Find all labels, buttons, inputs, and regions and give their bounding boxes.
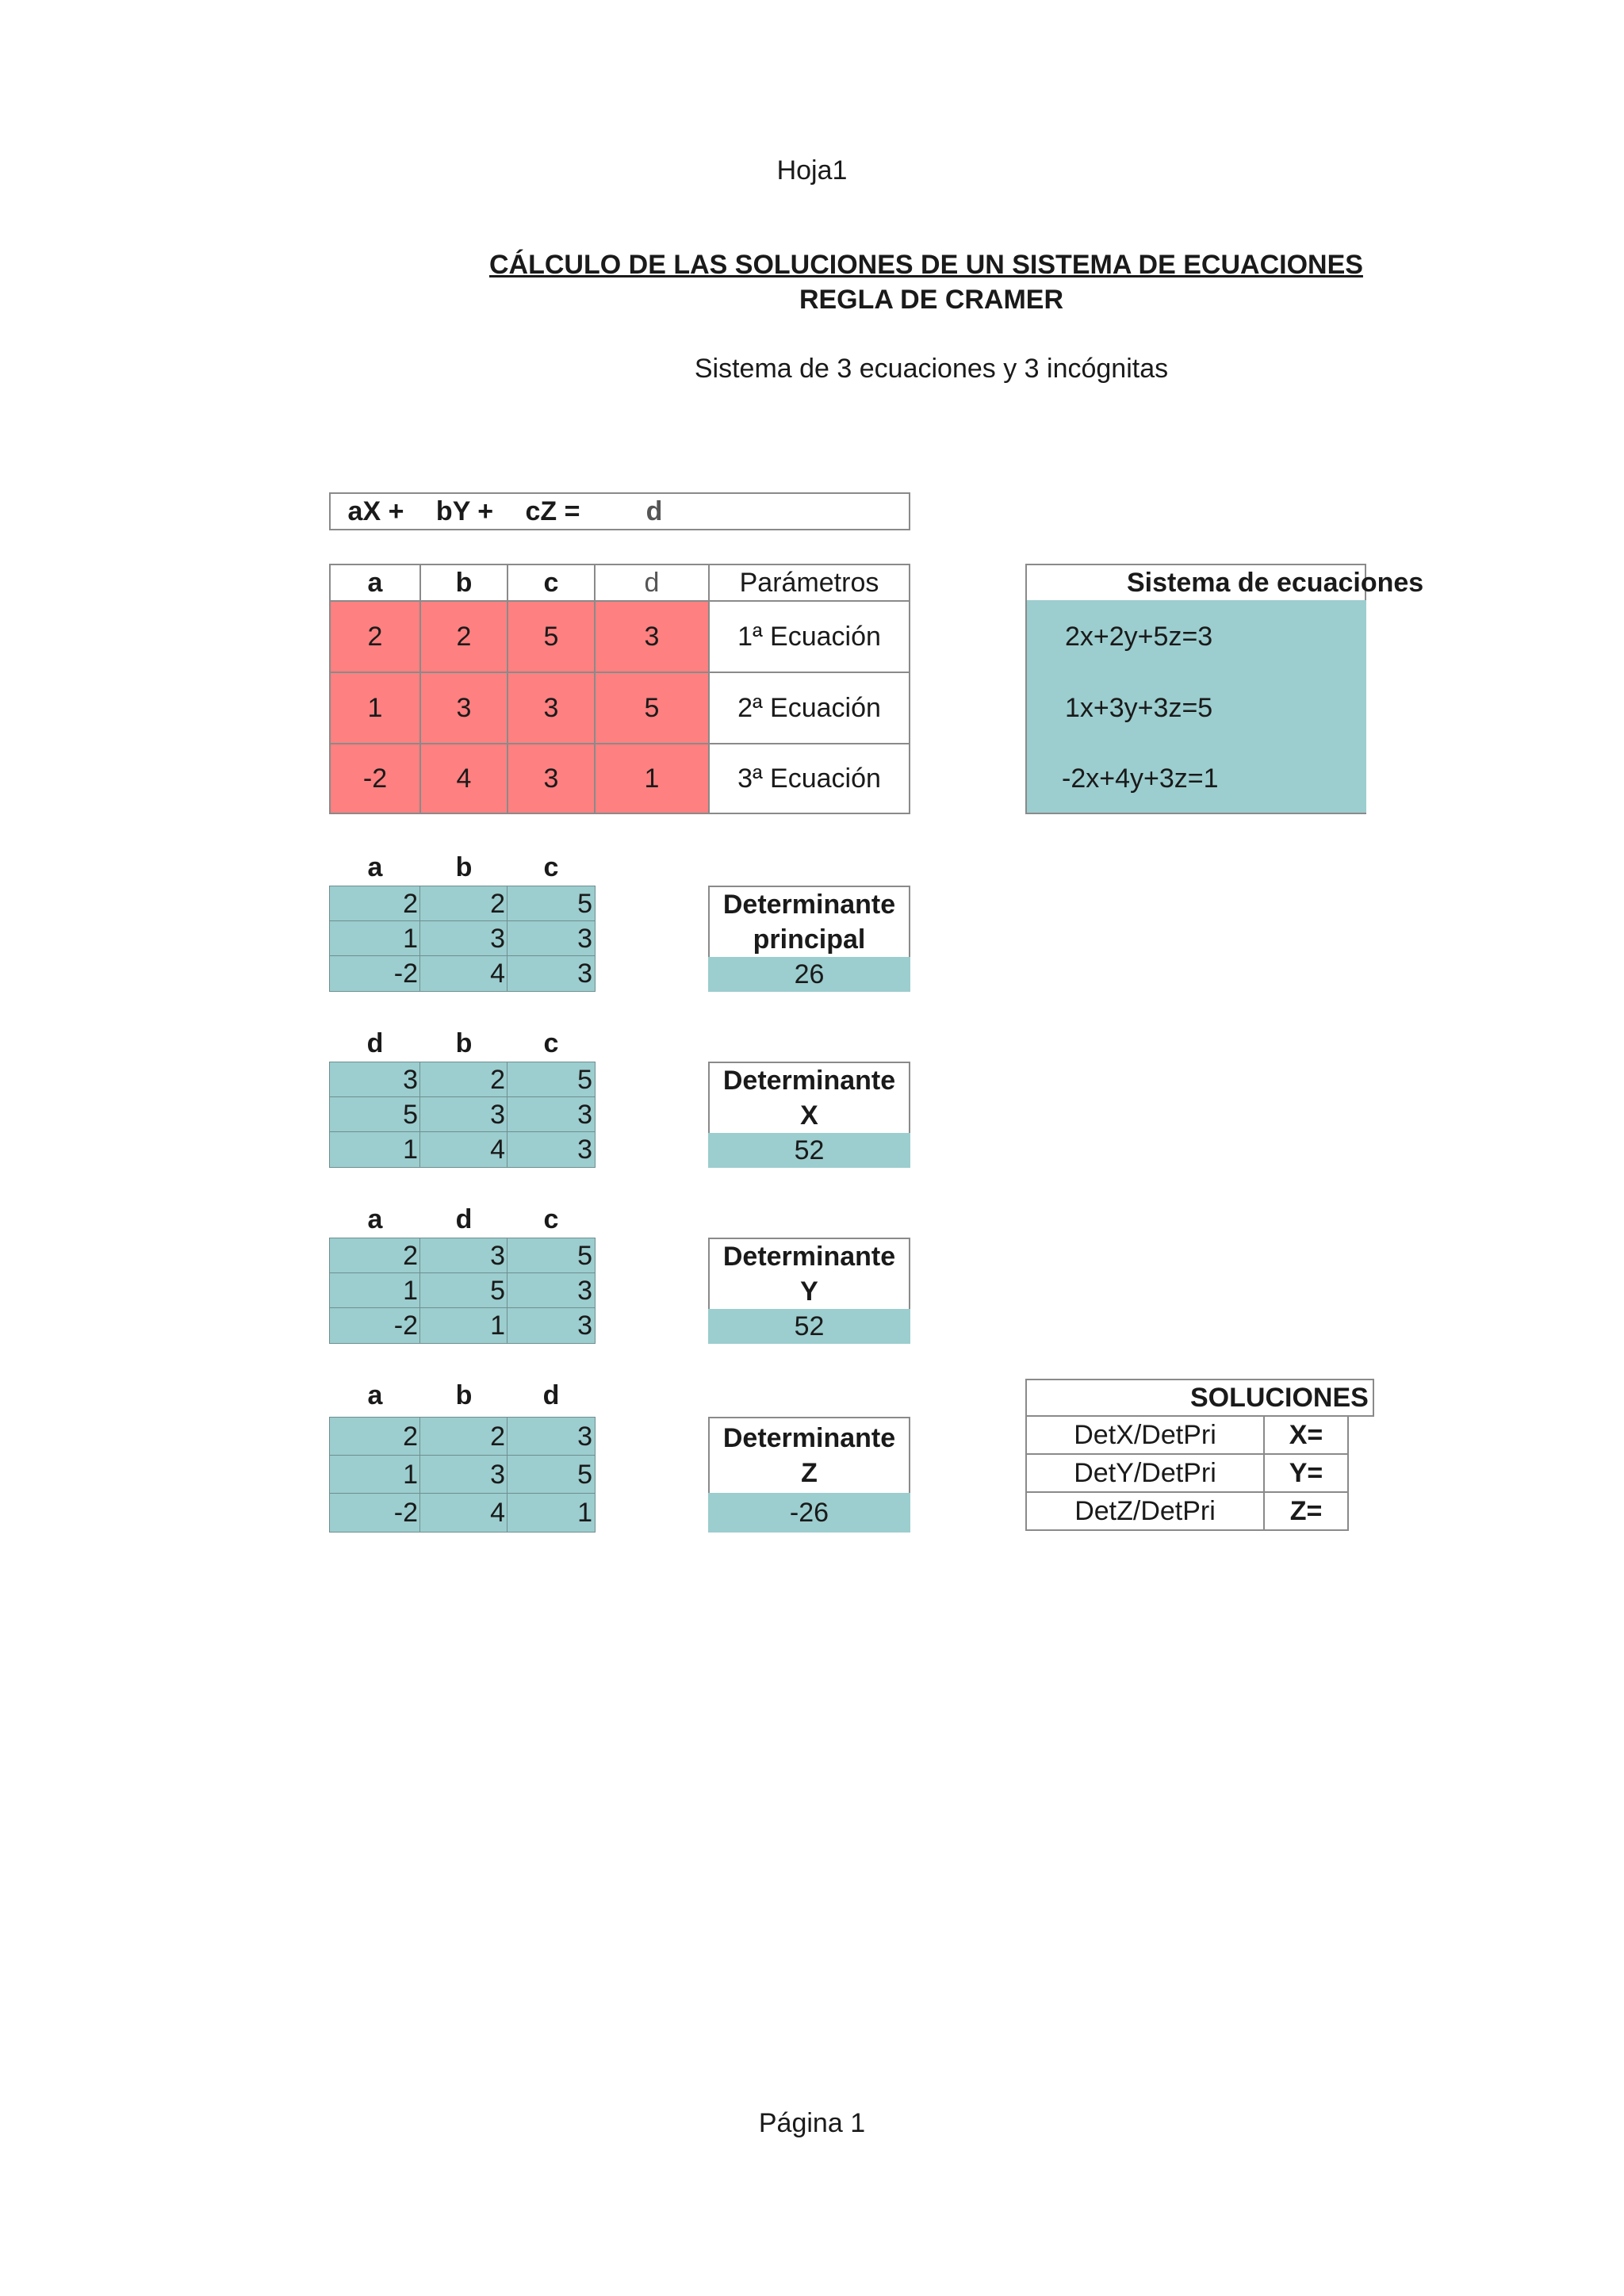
- matrix-cell: 3: [329, 1062, 421, 1097]
- system-header: [1025, 564, 1424, 602]
- matrix-header: d: [542, 1380, 560, 1410]
- matrix-cell: 5: [507, 1238, 596, 1273]
- matrix-cell: 4: [419, 955, 508, 992]
- matrix-cell: 2: [329, 886, 421, 921]
- param-cell: 3: [507, 743, 596, 814]
- page-title: CÁLCULO DE LAS SOLUCIONES DE UN SISTEMA DE ECUACIONES: [489, 250, 1363, 280]
- determinant-label-line1: Determinante: [722, 1066, 896, 1096]
- param-cell: 2: [329, 600, 421, 673]
- determinant-label-line1: Determinante: [722, 1423, 896, 1453]
- matrix-header: a: [367, 1203, 383, 1234]
- page-number: Página 1: [758, 2108, 866, 2138]
- param-cell: 3: [507, 672, 596, 744]
- matrix-cell: 2: [419, 886, 508, 921]
- param-cell: 1: [329, 672, 421, 744]
- matrix-header: b: [455, 1380, 473, 1410]
- param-header-c: c: [507, 564, 596, 602]
- param-cell: 1: [594, 743, 710, 814]
- matrix-cell: 5: [329, 1096, 421, 1132]
- determinant-label-line2: Y: [800, 1276, 818, 1307]
- system-header-text: Sistema de ecuaciones: [1127, 567, 1424, 598]
- determinant-value: 52: [708, 1309, 910, 1344]
- solutions-header-text: SOLUCIONES: [1190, 1382, 1369, 1413]
- matrix-header: d: [455, 1203, 473, 1234]
- matrix-header: a: [367, 851, 383, 882]
- determinant-value: 52: [708, 1133, 910, 1168]
- equation-2: 1x+3y+3z=5: [1065, 692, 1213, 723]
- determinant-label: [708, 1062, 910, 1135]
- system-description: Sistema de 3 ecuaciones y 3 incógnitas: [694, 354, 1169, 384]
- parameters-table: [329, 564, 910, 814]
- determinant-label: [708, 886, 910, 959]
- determinant-label: [708, 1417, 910, 1494]
- matrix-header: d: [366, 1027, 384, 1058]
- matrix-cell: 3: [419, 920, 508, 956]
- param-row-label: 2ª Ecuación: [708, 672, 910, 744]
- matrix-cell: 3: [507, 1131, 596, 1168]
- param-cell: 3: [594, 600, 710, 673]
- page-subtitle-method: REGLA DE CRAMER: [799, 285, 1064, 315]
- param-cell: 5: [507, 600, 596, 673]
- solution-var: X=: [1263, 1415, 1349, 1455]
- matrix-header: c: [543, 1203, 559, 1234]
- matrix-cell: 1: [507, 1493, 596, 1533]
- matrix-cell: 3: [507, 1096, 596, 1132]
- matrix-cell: -2: [329, 1493, 421, 1533]
- matrix-cell: 3: [507, 920, 596, 956]
- determinant-label-line2: X: [800, 1100, 818, 1131]
- matrix-header: b: [455, 1027, 473, 1058]
- determinant-label-line1: Determinante: [722, 1242, 896, 1272]
- param-header-a: a: [329, 564, 421, 602]
- matrix-cell: 3: [507, 1272, 596, 1308]
- determinant-label: [708, 1238, 910, 1311]
- matrix-header: c: [543, 851, 559, 882]
- matrix-header: b: [455, 851, 473, 882]
- matrix-cell: 1: [329, 1272, 421, 1308]
- matrix-cell: -2: [329, 1307, 421, 1344]
- param-cell: 3: [419, 672, 508, 744]
- matrix-cell: 2: [419, 1062, 508, 1097]
- matrix-cell: 1: [329, 920, 421, 956]
- matrix-cell: 3: [419, 1455, 508, 1494]
- determinant-x-block: [329, 1027, 910, 1169]
- matrix-header: c: [543, 1027, 559, 1058]
- system-table: [1025, 564, 1424, 814]
- determinant-label-line2: principal: [753, 924, 866, 955]
- matrix-cell: 4: [419, 1493, 508, 1533]
- matrix-cell: 5: [507, 1455, 596, 1494]
- matrix-cell: 1: [329, 1131, 421, 1168]
- determinant-z-block: [329, 1379, 910, 1534]
- matrix-cell: 3: [507, 1417, 596, 1456]
- solution-formula: DetY/DetPri: [1025, 1453, 1265, 1493]
- determinant-label-line2: Z: [801, 1458, 818, 1488]
- solutions-header: [1025, 1379, 1374, 1417]
- param-row-label: 1ª Ecuación: [708, 600, 910, 673]
- matrix-cell: 3: [419, 1238, 508, 1273]
- equation-3: -2x+4y+3z=1: [1062, 763, 1219, 794]
- formula-term-c: cZ =: [525, 496, 580, 526]
- matrix-cell: 2: [329, 1238, 421, 1273]
- param-row-label: 3ª Ecuación: [708, 743, 910, 814]
- matrix-cell: 4: [419, 1131, 508, 1168]
- param-header-b: b: [419, 564, 508, 602]
- matrix-cell: 5: [419, 1272, 508, 1308]
- matrix-cell: 5: [507, 1062, 596, 1097]
- solution-var: Y=: [1263, 1453, 1349, 1493]
- solution-formula: DetZ/DetPri: [1025, 1491, 1265, 1531]
- matrix-cell: 2: [329, 1417, 421, 1456]
- matrix-header: a: [367, 1380, 383, 1410]
- solution-var: Z=: [1263, 1491, 1349, 1531]
- sheet-name: Hoja1: [776, 155, 848, 186]
- equation-1: 2x+2y+5z=3: [1065, 621, 1213, 652]
- matrix-cell: -2: [329, 955, 421, 992]
- param-cell: 2: [419, 600, 508, 673]
- param-header-label: Parámetros: [708, 564, 910, 602]
- determinant-label-line1: Determinante: [722, 890, 896, 920]
- param-header-d: d: [594, 564, 710, 602]
- solutions-table: [1025, 1379, 1369, 1534]
- matrix-cell: 1: [329, 1455, 421, 1494]
- matrix-cell: 3: [507, 955, 596, 992]
- formula-term-b: bY +: [435, 496, 494, 526]
- formula-term-d: d: [645, 496, 663, 526]
- matrix-cell: 2: [419, 1417, 508, 1456]
- determinant-principal-block: [329, 851, 910, 993]
- matrix-cell: 1: [419, 1307, 508, 1344]
- param-cell: -2: [329, 743, 421, 814]
- determinant-y-block: [329, 1203, 910, 1345]
- matrix-cell: 5: [507, 886, 596, 921]
- title-block: [489, 247, 1363, 318]
- determinant-value: -26: [708, 1493, 910, 1533]
- formula-term-a: aX +: [347, 496, 404, 526]
- solution-formula: DetX/DetPri: [1025, 1415, 1265, 1455]
- matrix-cell: 3: [419, 1096, 508, 1132]
- matrix-cell: 3: [507, 1307, 596, 1344]
- param-cell: 5: [594, 672, 710, 744]
- param-cell: 4: [419, 743, 508, 814]
- determinant-value: 26: [708, 957, 910, 992]
